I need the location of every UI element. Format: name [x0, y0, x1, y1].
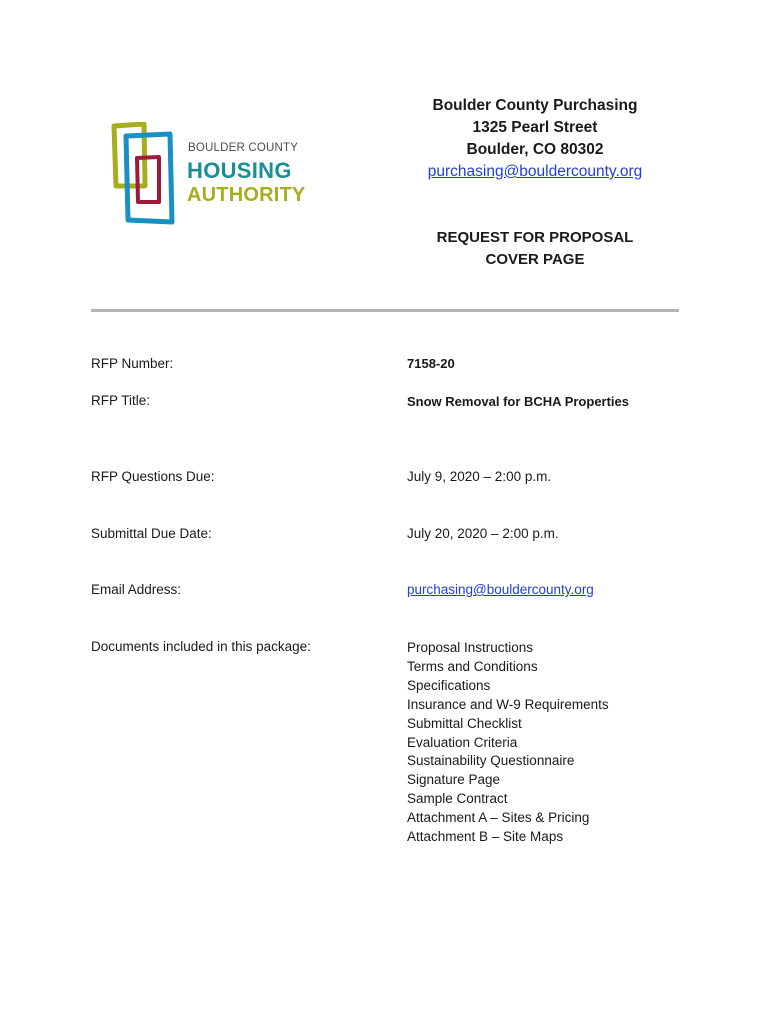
email-address-value — [407, 582, 594, 597]
address-email-link[interactable]: purchasing@bouldercounty.org — [427, 163, 643, 180]
rfp-title-value: Snow Removal for BCHA Properties — [407, 394, 630, 409]
list-item: Sample Contract — [407, 791, 508, 807]
divider — [91, 309, 679, 312]
list-item: Insurance and W-9 Requirements — [407, 696, 609, 712]
list-item: Sustainability Questionnaire — [407, 753, 575, 769]
list-item: Terms and Conditions — [407, 658, 538, 674]
address-street: 1325 Pearl Street — [472, 119, 598, 136]
list-item: Attachment A – Sites & Pricing — [407, 810, 590, 826]
submittal-due-value: July 20, 2020 – 2:00 p.m. — [407, 526, 559, 541]
questions-due-label: RFP Questions Due: — [91, 469, 215, 484]
list-item: Signature Page — [407, 772, 501, 788]
address-block — [400, 95, 670, 183]
housing-authority-logo — [110, 122, 306, 228]
list-item: Submittal Checklist — [407, 715, 522, 731]
logo-text-authority: AUTHORITY — [187, 184, 306, 206]
list-item: Evaluation Criteria — [407, 734, 518, 750]
questions-due-value: July 9, 2020 – 2:00 p.m. — [407, 469, 552, 484]
list-item: Specifications — [407, 677, 491, 693]
rfp-number-value: 7158-20 — [407, 356, 455, 371]
address-name: Boulder County Purchasing — [432, 97, 638, 114]
list-item: Proposal Instructions — [407, 640, 534, 655]
logo-mark-icon — [110, 122, 180, 228]
submittal-due-label: Submittal Due Date: — [91, 526, 212, 541]
title-line-1: REQUEST FOR PROPOSAL — [436, 229, 634, 246]
page-title — [400, 227, 670, 271]
rfp-title-label: RFP Title: — [91, 393, 151, 408]
documents-label: Documents included in this package: — [91, 639, 311, 654]
logo-text-county: BOULDER COUNTY — [188, 142, 299, 154]
list-item: Attachment B – Site Maps — [407, 829, 564, 845]
email-address-link[interactable]: purchasing@bouldercounty.org — [407, 582, 594, 597]
title-line-2: COVER PAGE — [485, 251, 585, 268]
logo-text-housing: HOUSING — [187, 158, 292, 183]
email-address-label: Email Address: — [91, 582, 182, 597]
address-city: Boulder, CO 80302 — [466, 141, 604, 158]
rfp-number-label: RFP Number: — [91, 356, 174, 371]
documents-list — [407, 639, 609, 847]
